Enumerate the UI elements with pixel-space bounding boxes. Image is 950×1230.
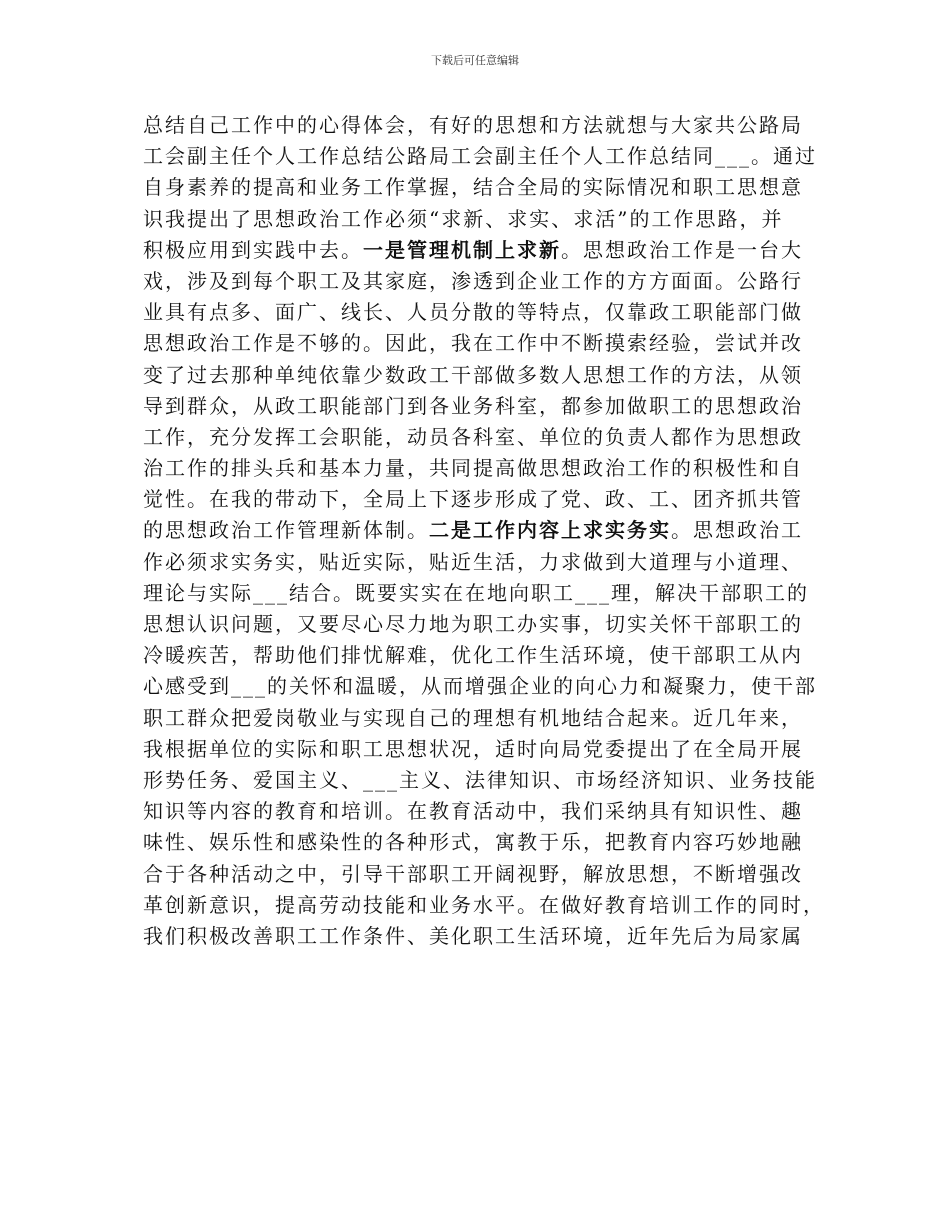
body-line: 革创新意识，提高劳动技能和业务水平。在做好教育培训工作的同时， (143, 892, 825, 917)
body-line: 业具有点多、面广、线长、人员分散的等特点，仅靠政工职能部门做 (143, 300, 803, 325)
body-line: 总结自己工作中的心得体会，有好的思想和方法就想与大家共公路局 (143, 113, 803, 137)
document-body (143, 110, 825, 952)
body-line: 导到群众，从政工职能部门到各业务科室，都参加做职工的思想政治 (143, 393, 803, 418)
body-line: 合于各种活动之中，引导干部职工开阔视野，解放思想，不断增强改 (143, 861, 803, 886)
body-line: 我们积极改善职工工作条件、美化职工生活环境，近年先后为局家属 (143, 923, 803, 948)
body-line: 心感受到___的关怀和温暖，从而增强企业的向心力和凝聚力，使干部 (143, 674, 817, 699)
body-line: 味性、娱乐性和感染性的各种形式，寓教于乐，把教育内容巧妙地融 (143, 830, 803, 855)
body-line (143, 235, 809, 266)
section-heading-two: 二是工作内容上求实务实 (429, 518, 671, 543)
body-line: 冷暖疾苦，帮助他们排忧解难，优化工作生活环境，使干部职工从内 (143, 643, 803, 668)
page-header-note: 下载后可任意编辑 (431, 54, 519, 67)
body-text-run: 的思想政治工作管理新体制。 (143, 518, 429, 543)
body-text-run: 积极应用到实践中去。 (143, 237, 363, 262)
body-line: 觉性。在我的带动下，全局上下逐步形成了党、政、工、团齐抓共管 (143, 487, 803, 512)
body-line: 戏，涉及到每个职工及其家庭，渗透到企业工作的方方面面。公路行 (143, 268, 803, 293)
body-line: 我根据单位的实际和职工思想状况，适时向局党委提出了在全局开展 (143, 736, 803, 761)
body-line: 理论与实际___结合。既要实实在在地向职工___理，解决干部职工的 (143, 580, 809, 605)
body-line: 识我提出了思想政治工作必须“求新、求实、求活”的工作思路，并 (143, 206, 784, 231)
body-line: 治工作的排头兵和基本力量，共同提高做思想政治工作的积极性和自 (143, 456, 803, 481)
body-line: 自身素养的提高和业务工作掌握，结合全局的实际情况和职工思想意 (143, 175, 803, 200)
body-line: 思想认识问题，又要尽心尽力地为职工办实事，切实关怀干部职工的 (143, 612, 803, 636)
body-line: 知识等内容的教育和培训。在教育活动中，我们采纳具有知识性、趣 (143, 799, 803, 824)
body-line: 工作，充分发挥工会职能，动员各科室、单位的负责人都作为思想政 (143, 424, 803, 449)
body-text-run: 。思想政治工作是一台大 (561, 237, 803, 262)
body-line: 思想政治工作是不够的。因此，我在工作中不断摸索经验，尝试并改 (143, 331, 803, 356)
body-line: 工会副主任个人工作总结公路局工会副主任个人工作总结同___。通过 (143, 144, 817, 169)
body-line: 作必须求实务实，贴近实际，贴近生活，力求做到大道理与小道理、 (143, 549, 803, 574)
body-text-run: 。思想政治工 (671, 518, 803, 543)
body-line: 职工群众把爱岗敬业与实现自己的理想有机地结合起来。近几年来， (143, 705, 803, 730)
body-line: 变了过去那种单纯依靠少数政工干部做多数人思想工作的方法，从领 (143, 362, 803, 387)
section-heading-one: 一是管理机制上求新 (363, 237, 561, 262)
body-line: 形势任务、爱国主义、___主义、法律知识、市场经济知识、业务技能 (143, 767, 817, 792)
body-line (143, 515, 809, 546)
